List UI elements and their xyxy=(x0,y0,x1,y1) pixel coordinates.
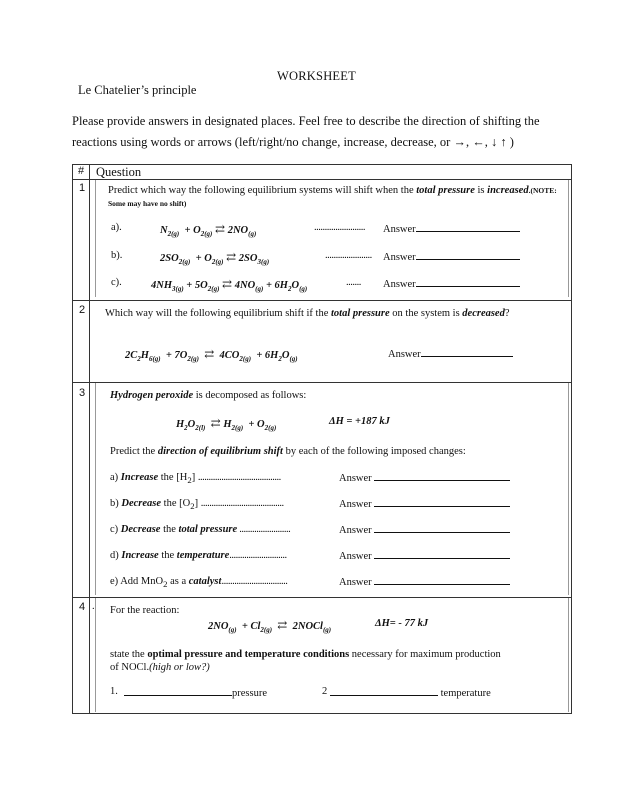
blank-field-pressure[interactable]: pressure xyxy=(124,686,267,699)
leader-dots: ........................ xyxy=(314,222,365,233)
question-4-intro: For the reaction: xyxy=(110,605,180,616)
question-number: 3 xyxy=(79,387,86,399)
item-label: a). xyxy=(111,222,122,233)
worksheet-subtitle: Le Chatelier’s principle xyxy=(78,83,197,97)
equation-1a: $N_{2(g)} + O_{2(g)}$ ⇄ $2NO_{(g)}$ xyxy=(160,222,257,239)
question-4-marker: . xyxy=(92,601,95,612)
answer-field-1c[interactable]: Answer xyxy=(383,277,520,290)
answer-field-1a[interactable]: Answer xyxy=(383,222,520,235)
blank-2-label: 2 xyxy=(322,686,328,697)
question-3-text: Hydrogen peroxide is decomposed as follows: xyxy=(110,390,307,401)
item-label: c). xyxy=(111,277,122,288)
answer-field-3e[interactable]: Answer xyxy=(339,575,510,588)
item-3a: a) Increase the $[H_2]$ ....................................... xyxy=(110,472,281,486)
question-number: 4 xyxy=(79,601,86,613)
question-2-box xyxy=(95,301,569,381)
answer-field-1b[interactable]: Answer xyxy=(383,250,520,263)
blank-field-temperature[interactable]: temperature xyxy=(330,686,491,699)
column-header-number: # xyxy=(78,165,85,177)
item-3e: e) Add MnO$_2$ as a catalyst............................... xyxy=(110,576,288,590)
question-1-text: Predict which way the following equilibrium systems will shift when the total pressure is increased.(NOTE: Some may have no shift) xyxy=(108,185,557,208)
leader-dots: ....... xyxy=(346,277,361,288)
question-number: 2 xyxy=(79,304,86,316)
answer-field-3d[interactable]: Answer xyxy=(339,549,510,562)
answer-field-2[interactable]: Answer xyxy=(388,347,513,360)
question-1-box xyxy=(95,180,569,297)
worksheet-title: WORKSHEET xyxy=(277,69,356,83)
question-4-box xyxy=(95,598,569,712)
equation-3: $H_2O_{2(l)}$ ⇄ $H_{2(g)} + O_{2(g)}$ xyxy=(176,416,277,433)
question-2-text: Which way will the following equilibrium shift if the total pressure on the system is decreased? xyxy=(105,308,510,319)
equation-1b: $2SO_{2(g)} + O_{2(g)}$ ⇄ $2SO_{3(g)}$ xyxy=(160,250,270,267)
question-3-instruction: Predict the direction of equilibrium shift by each of the following imposed changes: xyxy=(110,446,466,457)
item-3b: b) Decrease the $[O_2]$ ....................................... xyxy=(110,498,284,512)
answer-field-3b[interactable]: Answer xyxy=(339,497,510,510)
equation-1c: $4NH_{3(g)} + 5O_{2(g)}$ ⇄ $4NO_{(g)} + 6H_2O_{(g)}$ xyxy=(151,277,308,294)
equation-2: $2C_2H_{6(g)} + 7O_{2(g)}$ ⇄ $4CO_{2(g)} + 6H_2O_{(g)}$ xyxy=(125,347,298,364)
question-number: 1 xyxy=(79,182,86,194)
question-3-box xyxy=(95,383,569,595)
item-3c: c) Decrease the total pressure ........................ xyxy=(110,524,291,535)
enthalpy-4: ΔH= - 77 kJ xyxy=(375,618,429,629)
answer-field-3c[interactable]: Answer xyxy=(339,523,510,536)
enthalpy-3: ΔH = +187 kJ xyxy=(329,416,390,427)
blank-1-label: 1. xyxy=(110,686,118,697)
leader-dots: ...................... xyxy=(325,250,372,261)
answer-field-3a[interactable]: Answer xyxy=(339,471,510,484)
column-header-question: Question xyxy=(96,165,142,179)
question-4-text: state the optimal pressure and temperature conditions necessary for maximum production of NOCl.(high or low?) xyxy=(110,649,501,673)
instructions: Please provide answers in designated places. Feel free to describe the direction of shifting the reactions using words or arrows (left/right/no change, increase, decrease, or →, ←, ↓ ↑ ) xyxy=(72,114,540,149)
item-3d: d) Increase the temperature........................... xyxy=(110,550,287,561)
equation-4: $2NO_{(g)} + Cl_{2(g)}$ ⇄ 2NOCl$_{(g)}$ xyxy=(208,618,332,635)
item-label: b). xyxy=(111,250,123,261)
question-table xyxy=(72,164,572,714)
